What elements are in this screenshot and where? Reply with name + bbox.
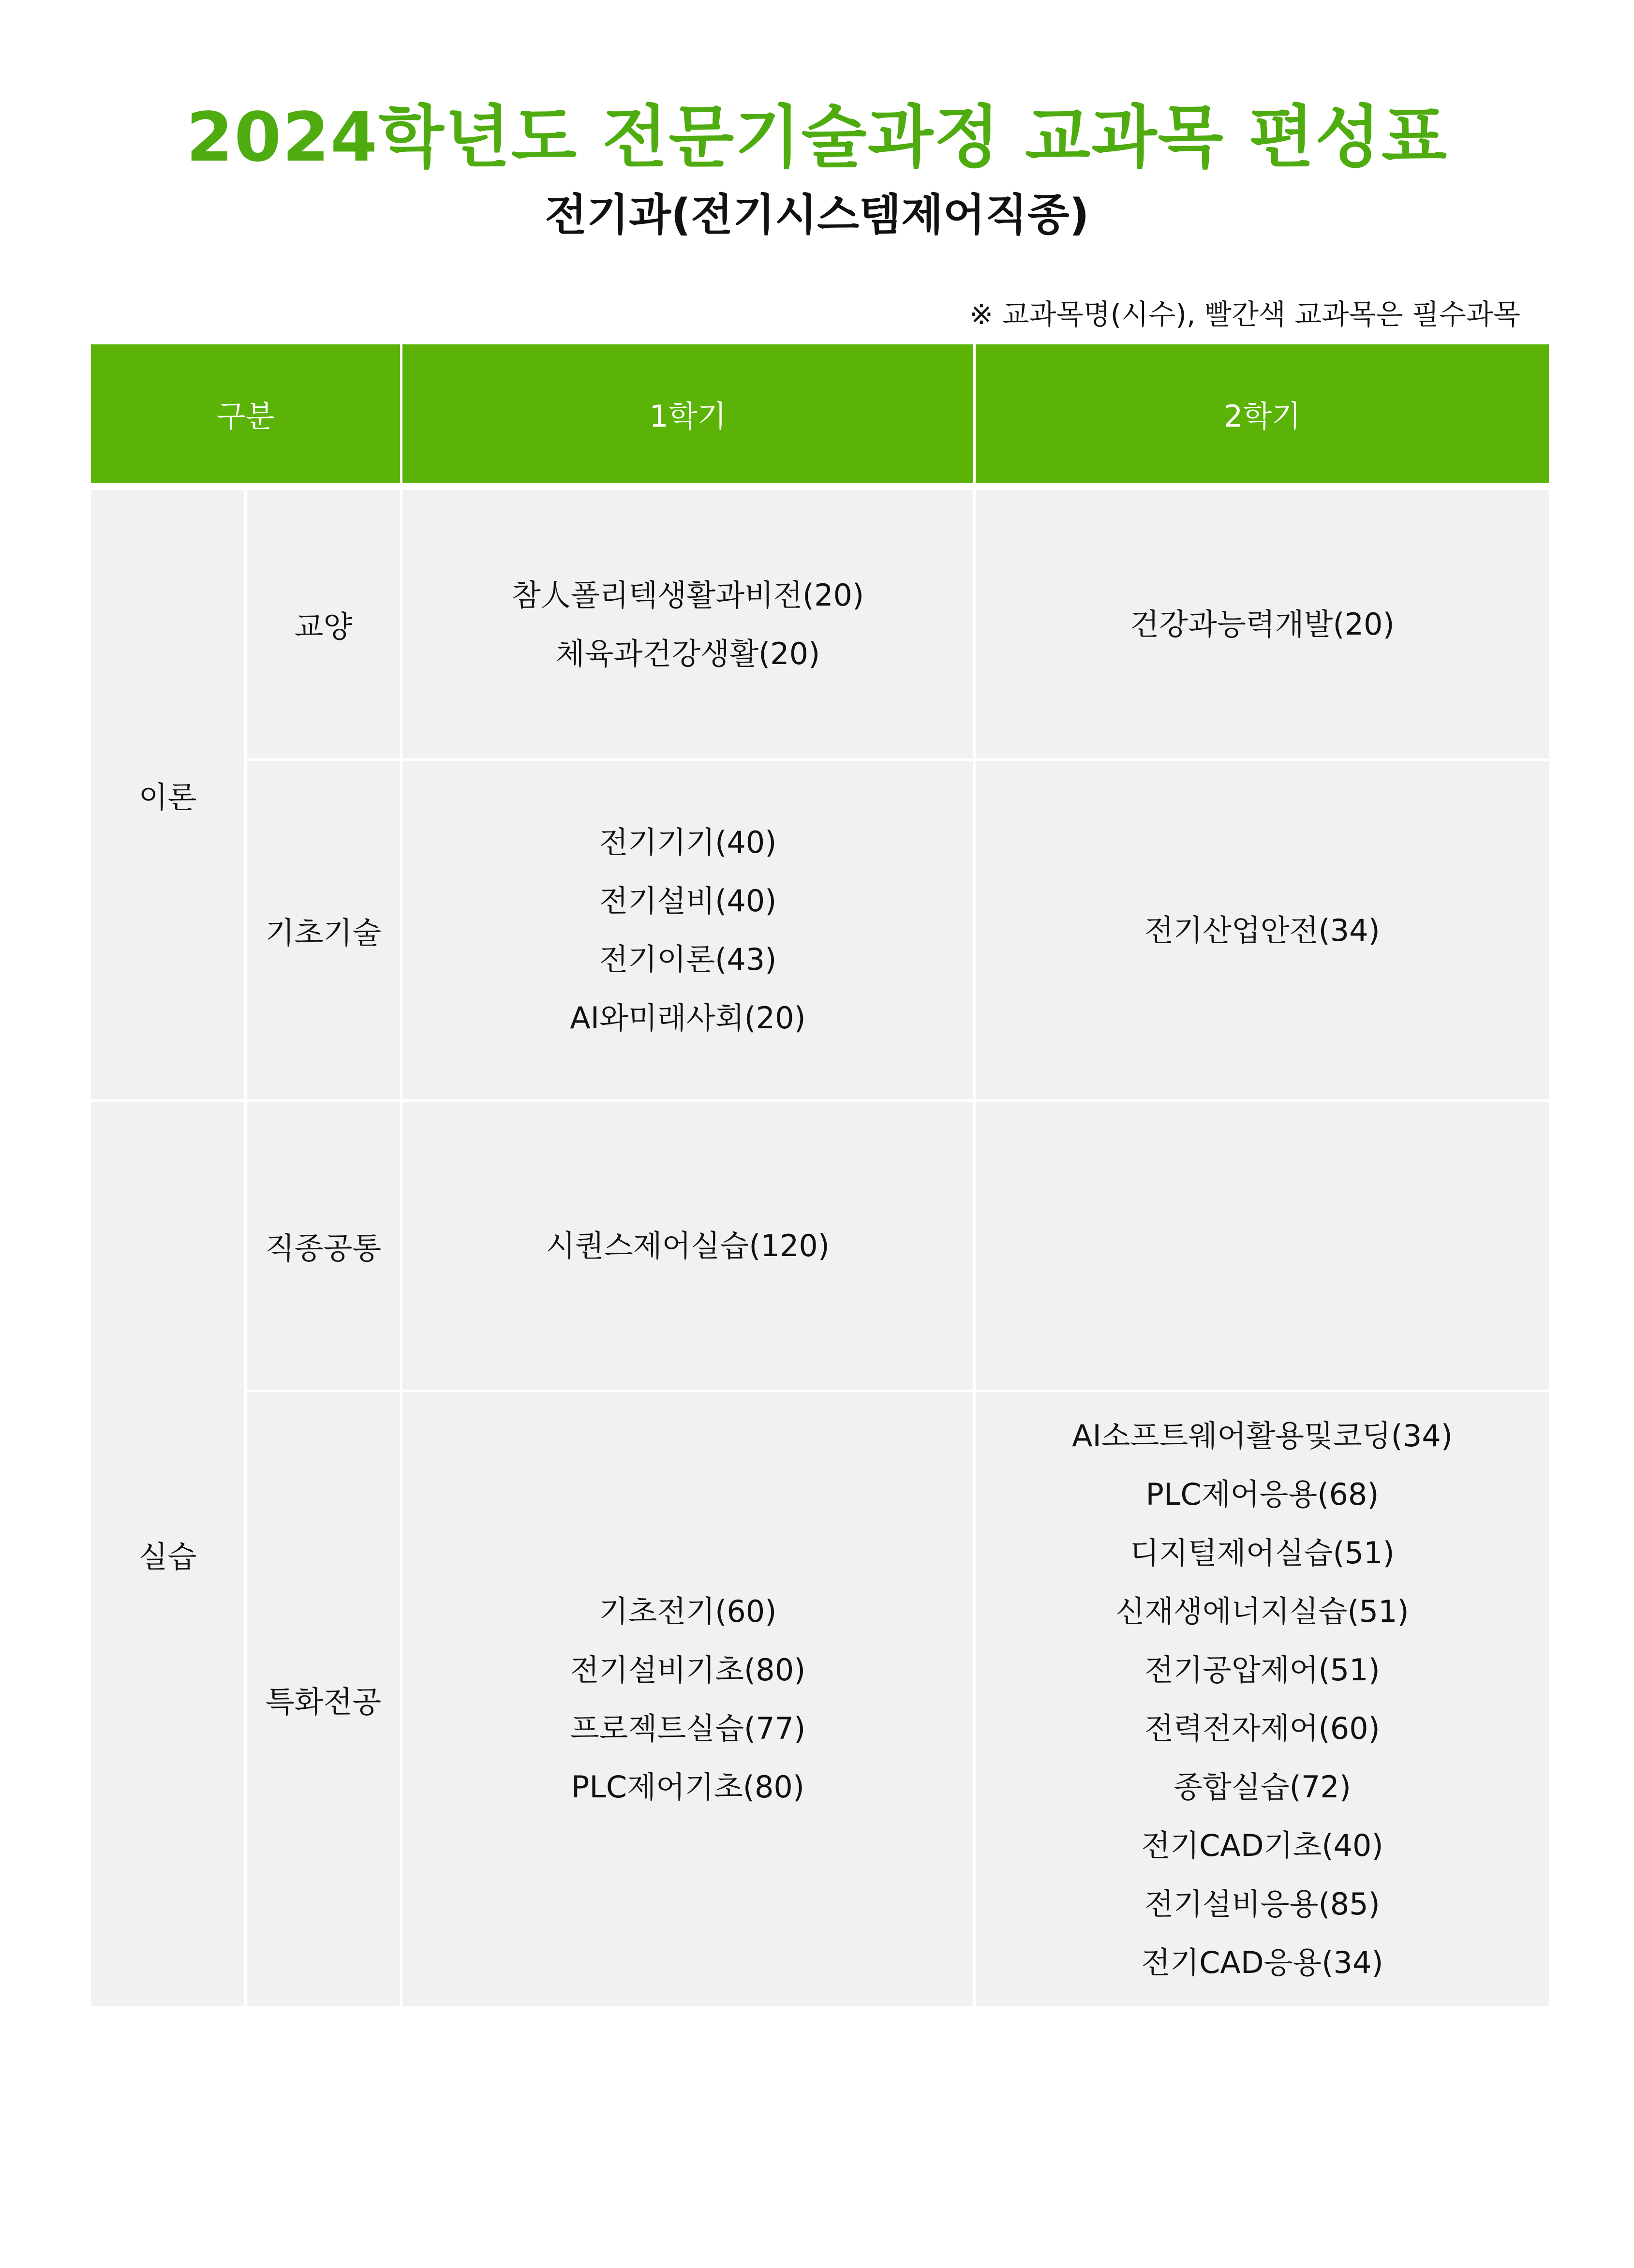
subject-item: 참人폴리텍생활과비전(20)	[511, 577, 864, 613]
spacer	[91, 483, 1549, 488]
subject-item: 전기설비(40)	[599, 883, 777, 919]
subject-item: 전력전자제어(60)	[1144, 1711, 1380, 1746]
page-title: 2024학년도 전문기술과정 교과목 편성표	[186, 98, 1448, 177]
sem2-cell-empty	[976, 1099, 1549, 1390]
sem1-cell	[402, 488, 976, 758]
subject-item: 전기CAD응용(34)	[1141, 1945, 1383, 1980]
header-category: 구분	[91, 344, 402, 483]
table-row	[91, 1390, 1549, 2006]
sem1-cell	[402, 758, 976, 1099]
header-semester-1: 1학기	[402, 344, 976, 483]
subject-item: 전기산업안전(34)	[1144, 912, 1380, 948]
subject-item: 시퀀스제어실습(120)	[546, 1228, 830, 1263]
sem1-cell	[402, 1099, 976, 1390]
subject-item: 전기기기(40)	[599, 825, 777, 860]
sem1-cell	[402, 1390, 976, 2006]
subject-item: 전기CAD기초(40)	[1141, 1828, 1383, 1863]
subject-item: 프로젝트실습(77)	[570, 1711, 806, 1746]
sem2-cell	[976, 1390, 1549, 2006]
subject-item: AI소프트웨어활용및코딩(34)	[1072, 1418, 1453, 1453]
header-gap	[91, 483, 1549, 488]
header-semester-2: 2학기	[976, 344, 1549, 483]
subject-item: 기초전기(60)	[599, 1594, 777, 1629]
subject-item: AI와미래사회(20)	[570, 1000, 806, 1036]
legend-note: ※ 교과목명(시수), 빨간색 교과목은 필수과목	[969, 298, 1520, 331]
subject-item: 종합실습(72)	[1174, 1769, 1351, 1805]
sem2-cell	[976, 758, 1549, 1099]
subject-item: 체육과건강생활(20)	[555, 636, 820, 671]
row-label-basic-tech: 기초기술	[247, 758, 402, 1099]
subject-item: 전기이론(43)	[599, 942, 777, 977]
subject-item: PLC제어기초(80)	[571, 1769, 805, 1805]
section-label-theory: 이론	[91, 488, 247, 1099]
subject-item: 전기설비응용(85)	[1144, 1886, 1380, 1922]
subject-item: 전기공압제어(51)	[1144, 1652, 1380, 1688]
subject-item: PLC제어응용(68)	[1145, 1477, 1379, 1512]
page-subtitle: 전기과(전기시스템제어직종)	[545, 190, 1089, 240]
header-row	[91, 344, 1549, 483]
row-label-general: 교양	[247, 488, 402, 758]
subject-item: 건강과능력개발(20)	[1130, 607, 1395, 642]
table-row	[91, 488, 1549, 758]
curriculum-table	[91, 344, 1549, 2006]
table-row	[91, 1099, 1549, 1390]
subject-item: 신재생에너지실습(51)	[1115, 1594, 1409, 1629]
sem2-cell	[976, 488, 1549, 758]
row-label-common: 직종공통	[247, 1099, 402, 1390]
row-label-specialized: 특화전공	[247, 1390, 402, 2006]
table-row	[91, 758, 1549, 1099]
section-label-practice: 실습	[91, 1099, 247, 2006]
subject-item: 디지털제어실습(51)	[1130, 1535, 1395, 1571]
subject-item: 전기설비기초(80)	[570, 1652, 806, 1688]
